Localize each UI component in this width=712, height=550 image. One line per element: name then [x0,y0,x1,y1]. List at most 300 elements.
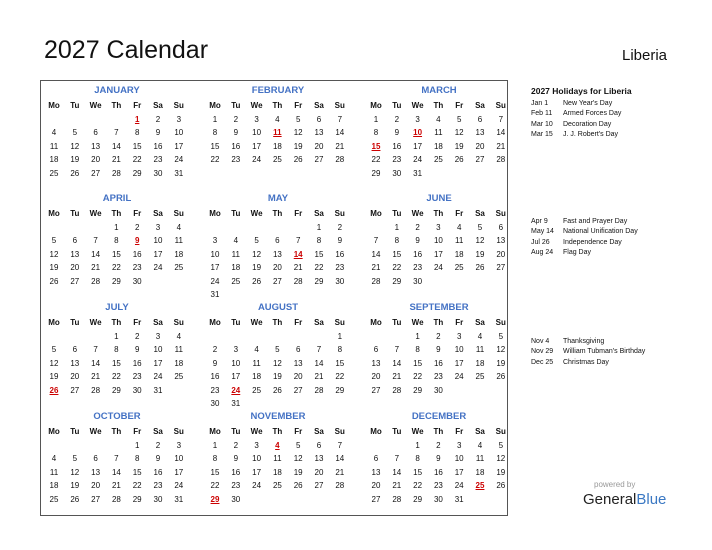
weekday-header: Su [334,209,345,218]
holiday-day-cell: 25 [475,481,485,491]
day-cell: 29 [132,168,142,178]
day-cell: 31 [174,168,184,178]
day-cell: 18 [475,358,485,368]
day-cell: 14 [314,358,324,368]
day-cell: 4 [51,128,57,138]
day-cell: 1 [373,115,379,124]
day-cell: 18 [231,263,241,273]
day-cell: 22 [111,372,121,382]
day-cell: 26 [293,481,303,491]
day-cell: 16 [413,249,423,259]
day-cell: 5 [51,345,57,355]
day-cell: 16 [433,467,443,477]
month-june [365,189,513,294]
day-cell: 2 [155,441,161,450]
day-cell: 12 [252,249,262,259]
day-cell: 10 [174,128,184,138]
holiday-name: J. J. Robert's Day [563,131,619,139]
day-cell: 30 [153,494,163,504]
weekday-header: Th [272,427,283,436]
calendar-grid [40,80,508,516]
day-cell: 21 [392,481,402,491]
holiday-day-cell: 14 [293,249,303,259]
day-cell: 3 [233,345,239,355]
day-cell: 7 [394,454,400,464]
day-cell: 27 [91,168,101,178]
month-name: SEPTEMBER [409,302,469,313]
day-cell: 18 [272,467,282,477]
day-cell: 13 [91,467,101,477]
day-cell: 23 [413,263,423,273]
day-cell: 16 [132,249,142,259]
day-cell: 27 [70,276,80,286]
day-cell: 14 [392,358,402,368]
day-cell: 31 [413,168,423,178]
day-cell: 20 [272,263,282,273]
day-cell: 26 [475,263,485,273]
day-cell: 2 [233,441,239,450]
day-cell: 22 [132,481,142,491]
day-cell: 6 [93,454,98,464]
day-cell: 9 [233,454,239,464]
weekday-header: We [250,101,263,110]
weekday-header: We [411,101,424,110]
weekday-header: Tu [70,209,80,218]
holidays-title: 2027 Holidays for Liberia [531,86,632,96]
day-cell: 6 [373,345,379,355]
month-name: AUGUST [257,302,299,313]
day-cell: 22 [314,263,324,273]
day-cell: 18 [454,249,464,259]
weekday-header: Mo [48,209,60,218]
day-cell: 14 [91,358,101,368]
day-cell: 13 [371,358,381,368]
weekday-header: We [89,101,102,110]
weekday-header: Th [433,427,444,436]
weekday-header: Th [272,318,283,327]
day-cell: 9 [134,345,140,355]
day-cell: 5 [295,115,301,124]
holiday-day-cell: 4 [275,441,280,450]
day-cell: 11 [475,345,485,355]
holiday-day-cell: 9 [134,236,140,246]
holiday-item [531,249,701,259]
day-cell: 20 [91,481,101,491]
month-name: OCTOBER [93,411,141,422]
month-february [204,81,352,186]
day-cell: 7 [373,236,379,246]
holiday-date: Feb 11 [531,110,553,118]
day-cell: 4 [275,115,280,124]
powered-by-label: powered by [594,480,636,489]
day-cell: 14 [371,249,381,259]
month-july [43,298,191,403]
holiday-item [531,218,701,228]
day-cell: 27 [272,276,282,286]
month-name: MARCH [421,85,457,96]
day-cell: 27 [70,385,80,395]
day-cell: 7 [114,454,119,464]
day-cell: 22 [335,372,345,382]
weekday-header: Tu [70,101,80,110]
day-cell: 28 [111,168,121,178]
day-cell: 21 [392,372,402,382]
day-cell: 27 [314,155,324,165]
day-cell: 12 [49,249,59,259]
weekday-header: Mo [370,318,382,327]
day-cell: 24 [153,372,163,382]
day-cell: 13 [475,128,485,138]
weekday-header: Su [173,209,184,218]
day-cell: 1 [114,223,119,232]
day-cell: 20 [475,141,485,151]
day-cell: 16 [210,372,220,382]
day-cell: 19 [475,249,485,259]
day-cell: 21 [111,481,121,491]
day-cell: 9 [415,236,420,246]
day-cell: 10 [153,345,163,355]
day-cell: 28 [91,276,101,286]
day-cell: 14 [111,467,121,477]
day-cell: 12 [475,236,485,246]
holiday-item [531,100,701,110]
day-cell: 19 [496,358,506,368]
day-cell: 1 [316,223,322,232]
day-cell: 2 [212,345,218,355]
weekday-header: We [411,209,424,218]
day-cell: 13 [314,128,324,138]
day-cell: 16 [153,467,163,477]
weekday-header: Sa [475,427,485,436]
brand-logo[interactable] [583,491,666,508]
day-cell: 16 [153,141,163,151]
day-cell: 19 [70,155,80,165]
day-cell: 6 [477,115,483,124]
day-cell: 16 [335,249,345,259]
month-january [43,81,191,186]
day-cell: 7 [337,115,343,124]
day-cell: 13 [314,454,324,464]
brand-general: General [583,491,637,508]
day-cell: 3 [155,223,161,232]
holiday-name: Flag Day [563,249,592,257]
day-cell: 1 [415,332,420,341]
day-cell: 28 [293,276,303,286]
holiday-name: Christmas Day [563,358,609,366]
weekday-header: Mo [48,101,60,110]
holiday-item [531,239,701,249]
day-cell: 13 [70,249,80,259]
day-cell: 28 [91,385,101,395]
weekday-header: We [250,318,263,327]
day-cell: 5 [72,454,78,464]
weekday-header: Sa [475,101,485,110]
day-cell: 26 [70,494,80,504]
holiday-name: New Year's Day [563,100,613,107]
day-cell: 26 [70,168,80,178]
day-cell: 8 [415,345,420,355]
day-cell: 13 [272,249,282,259]
day-cell: 11 [434,128,443,138]
day-cell: 26 [496,481,506,491]
day-cell: 31 [174,494,184,504]
day-cell: 10 [433,236,443,246]
holiday-day-cell: 15 [371,141,381,151]
weekday-header: Tu [231,209,241,218]
day-cell: 31 [153,385,163,395]
day-cell: 28 [111,494,121,504]
day-cell: 4 [477,441,483,450]
day-cell: 31 [231,399,241,408]
day-cell: 23 [132,372,142,382]
month-april [43,189,191,294]
day-cell: 31 [454,494,464,504]
day-cell: 21 [111,155,121,165]
day-cell: 8 [316,236,322,246]
holiday-item [531,228,701,238]
day-cell: 2 [134,332,140,341]
day-cell: 12 [496,345,506,355]
day-cell: 8 [337,345,343,355]
country-name: Liberia [622,47,668,64]
day-cell: 26 [272,385,282,395]
weekday-header: Th [272,101,283,110]
day-cell: 17 [231,372,241,382]
day-cell: 17 [174,141,184,151]
day-cell: 8 [114,345,119,355]
day-cell: 6 [373,454,379,464]
holiday-item [531,359,701,369]
day-cell: 18 [49,155,59,165]
holiday-name: Thanksgiving [563,338,605,345]
day-cell: 28 [392,385,402,395]
day-cell: 22 [210,481,220,491]
day-cell: 8 [134,128,140,138]
day-cell: 2 [134,223,140,232]
day-cell: 1 [114,332,119,341]
day-cell: 18 [252,372,262,382]
holiday-date: Nov 4 [531,338,550,345]
weekday-header: Mo [48,318,60,327]
day-cell: 14 [91,249,101,259]
day-cell: 24 [252,155,262,165]
weekday-header: Fr [133,209,142,218]
day-cell: 27 [314,481,324,491]
weekday-header: We [411,427,424,436]
day-cell: 12 [496,454,506,464]
day-cell: 5 [498,332,504,341]
day-cell: 27 [293,385,303,395]
day-cell: 20 [496,249,506,259]
weekday-header: Sa [314,427,324,436]
day-cell: 27 [91,494,101,504]
day-cell: 3 [176,441,182,450]
day-cell: 23 [433,481,443,491]
page-title: 2027 Calendar [44,36,209,64]
day-cell: 11 [49,141,59,151]
day-cell: 10 [252,454,262,464]
day-cell: 5 [51,236,57,246]
month-name: JANUARY [94,85,140,96]
day-cell: 7 [93,345,98,355]
weekday-header: Sa [153,427,163,436]
weekday-header: Sa [153,318,163,327]
day-cell: 1 [212,115,218,124]
day-cell: 22 [132,155,142,165]
weekday-header: Su [173,427,184,436]
day-cell: 22 [413,481,423,491]
day-cell: 20 [293,372,303,382]
month-november [204,407,352,512]
day-cell: 8 [134,454,140,464]
weekday-header: Th [111,427,122,436]
day-cell: 26 [252,276,262,286]
day-cell: 12 [70,141,80,151]
day-cell: 24 [174,155,184,165]
day-cell: 19 [272,372,282,382]
day-cell: 23 [153,155,163,165]
day-cell: 27 [475,155,485,165]
day-cell: 19 [496,467,506,477]
day-cell: 25 [272,155,282,165]
day-cell: 24 [210,276,220,286]
day-cell: 7 [114,128,119,138]
day-cell: 3 [456,441,462,450]
weekday-header: Tu [392,209,402,218]
day-cell: 10 [454,345,464,355]
day-cell: 23 [433,372,443,382]
weekday-header: Sa [314,101,324,110]
day-cell: 17 [252,141,262,151]
holiday-name: Decoration Day [563,120,612,128]
weekday-header: Su [334,318,345,327]
day-cell: 9 [337,236,343,246]
weekday-header: Su [495,427,506,436]
month-december [365,407,513,512]
day-cell: 1 [415,441,420,450]
day-cell: 20 [314,141,324,151]
holiday-name: Independence Day [563,238,622,246]
day-cell: 16 [231,467,241,477]
day-cell: 14 [335,454,345,464]
day-cell: 2 [415,223,420,232]
day-cell: 1 [212,441,218,450]
day-cell: 6 [72,345,78,355]
day-cell: 26 [454,155,464,165]
month-name: MAY [267,193,289,204]
day-cell: 20 [91,155,101,165]
holiday-item [531,348,701,358]
day-cell: 4 [436,115,441,124]
day-cell: 7 [498,115,504,124]
day-cell: 11 [174,236,183,246]
holiday-date: Aug 24 [531,249,554,257]
day-cell: 25 [454,263,464,273]
day-cell: 5 [275,345,280,355]
day-cell: 4 [176,223,182,232]
weekday-header: Tu [392,427,402,436]
day-cell: 5 [72,128,78,138]
day-cell: 24 [252,481,262,491]
day-cell: 25 [252,385,262,395]
day-cell: 13 [496,236,506,246]
day-cell: 28 [392,494,402,504]
day-cell: 19 [252,263,262,273]
day-cell: 15 [111,249,121,259]
day-cell: 4 [176,332,182,341]
holiday-item [531,110,701,120]
day-cell: 23 [210,385,220,395]
day-cell: 14 [496,128,506,138]
day-cell: 18 [49,481,59,491]
day-cell: 8 [114,236,119,246]
day-cell: 9 [212,358,218,368]
month-name: APRIL [102,193,132,204]
day-cell: 20 [70,263,80,273]
weekday-header: Fr [294,209,303,218]
day-cell: 30 [335,276,345,286]
day-cell: 10 [153,236,163,246]
day-cell: 5 [254,236,259,246]
holiday-day-cell: 10 [413,128,423,138]
day-cell: 9 [155,454,161,464]
day-cell: 16 [132,358,142,368]
holiday-item [531,131,701,141]
weekday-header: Th [433,209,444,218]
weekday-header: Fr [455,318,464,327]
weekday-header: We [250,209,263,218]
holiday-date: Jul 26 [531,238,550,246]
day-cell: 28 [335,481,345,491]
day-cell: 27 [371,494,381,504]
weekday-header: Sa [314,209,324,218]
day-cell: 3 [456,332,462,341]
day-cell: 6 [295,345,301,355]
day-cell: 7 [316,345,322,355]
day-cell: 21 [91,263,101,273]
day-cell: 3 [176,115,182,124]
day-cell: 2 [394,115,400,124]
day-cell: 5 [456,115,462,124]
day-cell: 20 [314,467,324,477]
day-cell: 29 [392,276,402,286]
weekday-header: Fr [294,427,303,436]
weekday-header: We [89,209,102,218]
day-cell: 30 [132,276,142,286]
day-cell: 17 [454,358,464,368]
day-cell: 29 [413,385,423,395]
month-name: FEBRUARY [251,85,305,96]
day-cell: 30 [433,385,443,395]
day-cell: 9 [436,454,441,464]
day-cell: 4 [254,345,259,355]
day-cell: 23 [231,155,241,165]
day-cell: 25 [231,276,241,286]
day-cell: 28 [314,385,324,395]
day-cell: 20 [70,372,80,382]
day-cell: 24 [174,481,184,491]
day-cell: 15 [111,358,121,368]
day-cell: 24 [454,481,464,491]
day-cell: 17 [210,263,220,273]
day-cell: 26 [293,155,303,165]
month-may [204,189,352,299]
day-cell: 7 [295,236,301,246]
day-cell: 16 [392,141,402,151]
day-cell: 24 [454,372,464,382]
day-cell: 26 [496,372,506,382]
day-cell: 9 [436,345,441,355]
